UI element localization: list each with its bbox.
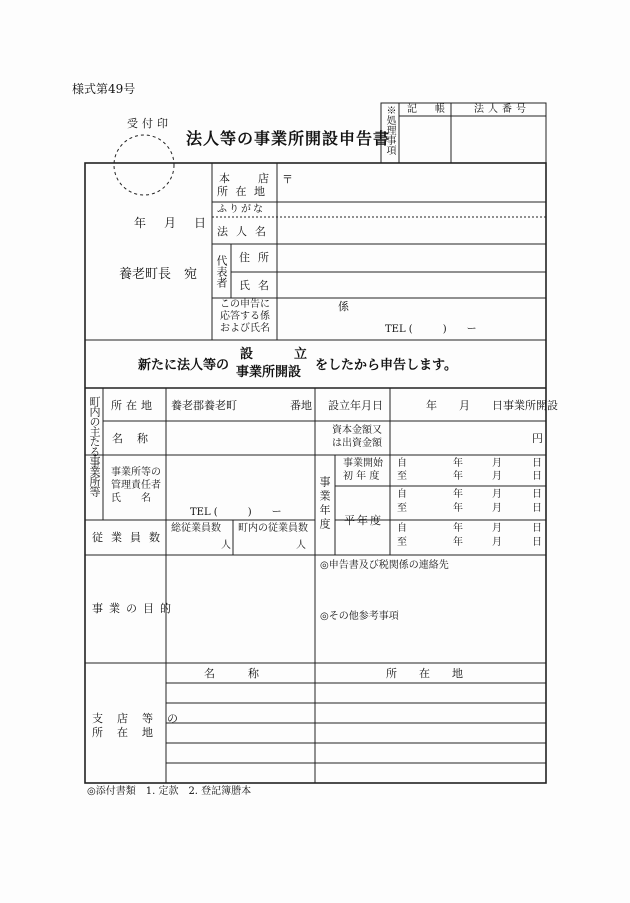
fy-month-unit: 月 — [492, 523, 502, 534]
location-value: 養老郡養老町 — [171, 399, 237, 412]
fy-first-from-label: 自 — [397, 458, 407, 469]
fy-year-unit: 年 — [453, 489, 463, 500]
branches-table-body[interactable] — [167, 684, 545, 782]
rep-address-field[interactable] — [278, 245, 545, 271]
fy-normal1-from-label: 自 — [397, 489, 407, 500]
employees-label: 従業員数 — [92, 531, 168, 544]
contact-tel: TEL ( ) ー — [385, 324, 477, 335]
office-name-field[interactable] — [167, 422, 314, 454]
contact-person-field[interactable] — [278, 299, 545, 339]
contact-label-1: この申告に — [220, 299, 270, 310]
purpose-label: 事業の目的 — [92, 602, 177, 615]
in-town-employees-unit: 人 — [296, 540, 306, 551]
fy-normal2-to-label: 至 — [397, 537, 407, 548]
established-date-value: 年 月 日事業所開設 — [426, 399, 558, 412]
manager-name-field[interactable] — [167, 456, 314, 504]
fy-day-unit: 日 — [532, 537, 542, 548]
attachments-note: ◎添付書類 1. 定款 2. 登記簿謄本 — [87, 786, 252, 797]
branches-location-header: 所 在 地 — [386, 667, 463, 680]
fy-month-unit: 月 — [492, 489, 502, 500]
representative-label: 代表者 — [215, 255, 228, 288]
total-employees-field[interactable] — [167, 536, 219, 554]
contact-label-3: および氏名 — [220, 323, 270, 334]
tax-contact-field[interactable] — [316, 574, 545, 608]
reception-stamp-label: 受付印 — [127, 117, 172, 130]
fy-month-unit: 月 — [492, 537, 502, 548]
addressee: 養老町長 宛 — [119, 267, 198, 282]
fy-normal2-from-label: 自 — [397, 523, 407, 534]
manager-label-1: 事業所等の — [111, 467, 161, 478]
furigana-field[interactable] — [278, 203, 545, 216]
name-label: 名称 — [112, 432, 162, 445]
reception-stamp-circle — [114, 135, 174, 195]
date-day-label: 日 — [194, 216, 207, 230]
location-address-field[interactable] — [232, 389, 288, 420]
fy-year-unit: 年 — [453, 471, 463, 482]
in-town-employees-field[interactable] — [234, 536, 294, 554]
first-year-label-1: 事業開始 — [343, 458, 383, 469]
location-label: 所在地 — [111, 399, 156, 412]
first-year-label-2: 初 年 度 — [343, 471, 380, 482]
fy-month-unit: 月 — [492, 458, 502, 469]
capital-amount-field[interactable] — [391, 422, 528, 454]
branches-name-header: 名 称 — [204, 667, 259, 680]
main-office-section-label: 町内の主たる事業所等 — [88, 396, 101, 496]
head-office-label-1: 本 店 — [219, 172, 271, 185]
fy-day-unit: 日 — [532, 489, 542, 500]
form-title: 法人等の事業所開設申告書 — [186, 129, 391, 148]
fy-normal1-to-label: 至 — [397, 503, 407, 514]
declaration-prefix: 新たに法人等の — [138, 358, 230, 373]
fy-year-unit: 年 — [453, 537, 463, 548]
fy-day-unit: 日 — [532, 471, 542, 482]
declaration-option-office-open[interactable]: 事業所開設 — [236, 365, 302, 380]
branches-label-2: 所在地 — [92, 726, 167, 739]
normal-year-label: 平年度 — [344, 514, 383, 527]
capital-label-1: 資本金額又 — [332, 425, 382, 436]
fy-first-to-label: 至 — [397, 471, 407, 482]
contact-section-label: 係 — [338, 300, 349, 313]
in-town-employees-label: 町内の従業員数 — [238, 523, 308, 534]
purpose-other-note: ◎その他参考事項 — [320, 611, 399, 622]
total-employees-label: 総従業員数 — [171, 523, 221, 534]
established-date-label: 設立年月日 — [328, 399, 383, 412]
furigana-label: ふりがな — [217, 204, 265, 215]
yen-unit: 円 — [532, 432, 543, 445]
postal-mark: 〒 — [282, 173, 293, 186]
corp-name-label: 法人名 — [217, 225, 274, 238]
rep-name-field[interactable] — [278, 273, 545, 297]
capital-label-2: は出資金額 — [332, 438, 382, 449]
fy-day-unit: 日 — [532, 503, 542, 514]
fy-day-unit: 日 — [532, 458, 542, 469]
ledger-label: 記 帳 — [407, 104, 449, 115]
form-number: 様式第49号 — [72, 82, 136, 96]
manager-tel: TEL ( ) ー — [190, 507, 282, 518]
rep-name-label: 氏名 — [239, 279, 277, 292]
purpose-field[interactable] — [167, 556, 314, 662]
total-employees-unit: 人 — [221, 540, 231, 551]
processing-label: ※処理事項 — [384, 105, 395, 155]
corp-name-field[interactable] — [278, 218, 545, 243]
manager-label-2: 管理責任者 — [111, 480, 161, 491]
fy-year-unit: 年 — [453, 458, 463, 469]
contact-label-2: 応答する係 — [220, 311, 270, 322]
head-office-label-2: 所 在 地 — [217, 185, 267, 198]
branches-label-1: 支店等の — [92, 712, 192, 725]
fiscal-year-label: 事業年度 — [318, 476, 331, 532]
fy-month-unit: 月 — [492, 503, 502, 514]
corp-number-label: 法人番号 — [474, 104, 530, 115]
fy-day-unit: 日 — [532, 523, 542, 534]
head-office-address-field[interactable] — [278, 164, 545, 201]
banchi-label: 番地 — [290, 399, 312, 412]
rep-address-label: 住所 — [239, 251, 277, 264]
fy-month-unit: 月 — [492, 471, 502, 482]
manager-label-3: 氏 名 — [111, 493, 151, 504]
other-notes-field[interactable] — [316, 626, 545, 662]
declaration-option-establish[interactable]: 設 立 — [240, 347, 322, 362]
fy-year-unit: 年 — [453, 523, 463, 534]
declaration-suffix: をしたから申告します。 — [315, 358, 457, 373]
purpose-contact-note: ◎申告書及び税関係の連絡先 — [320, 560, 449, 571]
date-month-label: 月 — [164, 216, 177, 230]
date-year-label: 年 — [134, 216, 147, 230]
fy-year-unit: 年 — [453, 503, 463, 514]
